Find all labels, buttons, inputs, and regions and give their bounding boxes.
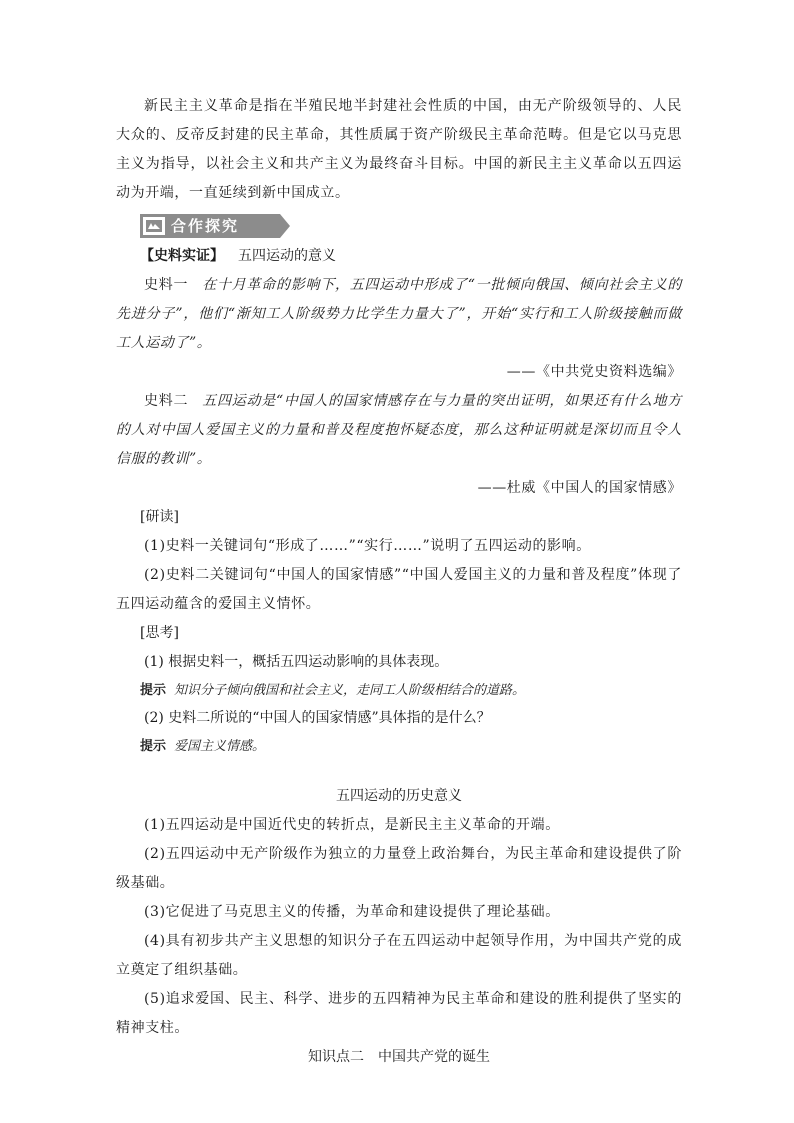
source-one — [116, 271, 682, 358]
section-heading-label: 【史料实证】 — [140, 248, 224, 264]
source-one-text: 在十月革命的影响下，五四运动中形成了“一批倾向俄国、倾向社会主义的先进分子”，他们“渐知工人阶级势力比学生力量大了”，开始“实行和工人阶级接触而做工人运动了”。 — [116, 277, 682, 351]
hint-label: 提示 — [140, 739, 167, 754]
source-two — [116, 387, 682, 474]
significance-item-3: (3)它促进了马克思主义的传播，为革命和建设提供了理论基础。 — [144, 904, 560, 920]
hint-label: 提示 — [140, 683, 167, 698]
thinking-label: [思考] — [140, 625, 179, 641]
significance-title: 五四运动的历史意义 — [336, 788, 462, 804]
thinking-hint-1 — [140, 677, 682, 704]
significance-item-2: (2)五四运动中无产阶级作为独立的力量登上政治舞台，为民主革命和建设提供了阶级基础。 — [116, 846, 682, 891]
thinking-question-1: (1) 根据史料一，概括五四运动影响的具体表现。 — [144, 654, 449, 670]
banner-title: 合作探究 — [171, 217, 240, 235]
significance-item-5: (5)追求爱国、民主、科学、进步的五四精神为民主革命和建设的胜利提供了坚实的精神支柱。 — [116, 991, 682, 1036]
thinking-question-2: (2) 史料二所说的“中国人的国家情感”具体指的是什么？ — [144, 710, 491, 726]
source-one-citation: ——《中共党史资料选编》 — [506, 364, 682, 380]
document-page — [116, 92, 682, 1072]
section-banner — [140, 214, 290, 238]
significance-item-4: (4)具有初步共产主义思想的知识分子在五四运动中起领导作用，为中国共产党的成立奠定了组织基础。 — [116, 933, 682, 978]
source-two-lead: 史料二 — [144, 393, 189, 409]
reading-item-2: (2)史料二关键词句“中国人的国家情感”“中国人爱国主义的力量和普及程度”体现了五四运动蕴含的爱国主义情怀。 — [116, 567, 682, 612]
next-section-title: 知识点二 中国共产党的诞生 — [308, 1049, 490, 1065]
source-two-citation: ——杜威《中国人的国家情感》 — [477, 480, 682, 496]
section-heading-topic: 五四运动的意义 — [238, 248, 336, 264]
reading-label: [研读] — [140, 509, 179, 525]
section-heading — [140, 242, 682, 271]
hint-text: 爱国主义情感。 — [174, 739, 266, 754]
thinking-hint-2 — [140, 733, 682, 760]
source-two-text: 五四运动是“中国人的国家情感存在与力量的突出证明，如果还有什么地方的人对中国人爱国主义的力量和普及程度抱怀疑态度，那么这种证明就是深切而且令人信服的教训”。 — [116, 393, 682, 467]
reading-item-1: (1)史料一关键词句“形成了……”“实行……”说明了五四运动的影响。 — [144, 538, 591, 554]
significance-item-1: (1)五四运动是中国近代史的转折点，是新民主主义革命的开端。 — [144, 817, 560, 833]
source-one-lead: 史料一 — [144, 277, 189, 293]
intro-paragraph: 新民主主义革命是指在半殖民地半封建社会性质的中国，由无产阶级领导的、人民大众的、反帝反封建的民主革命，其性质属于资产阶级民主革命范畴。但是它以马克思主义为指导，以社会主义和共产主义为最终奋斗目标。中国的新民主主义革命以五四运动为开端，一直延续到新中国成立。 — [116, 98, 682, 201]
hint-text: 知识分子倾向俄国和社会主义，走同工人阶级相结合的道路。 — [174, 683, 526, 698]
